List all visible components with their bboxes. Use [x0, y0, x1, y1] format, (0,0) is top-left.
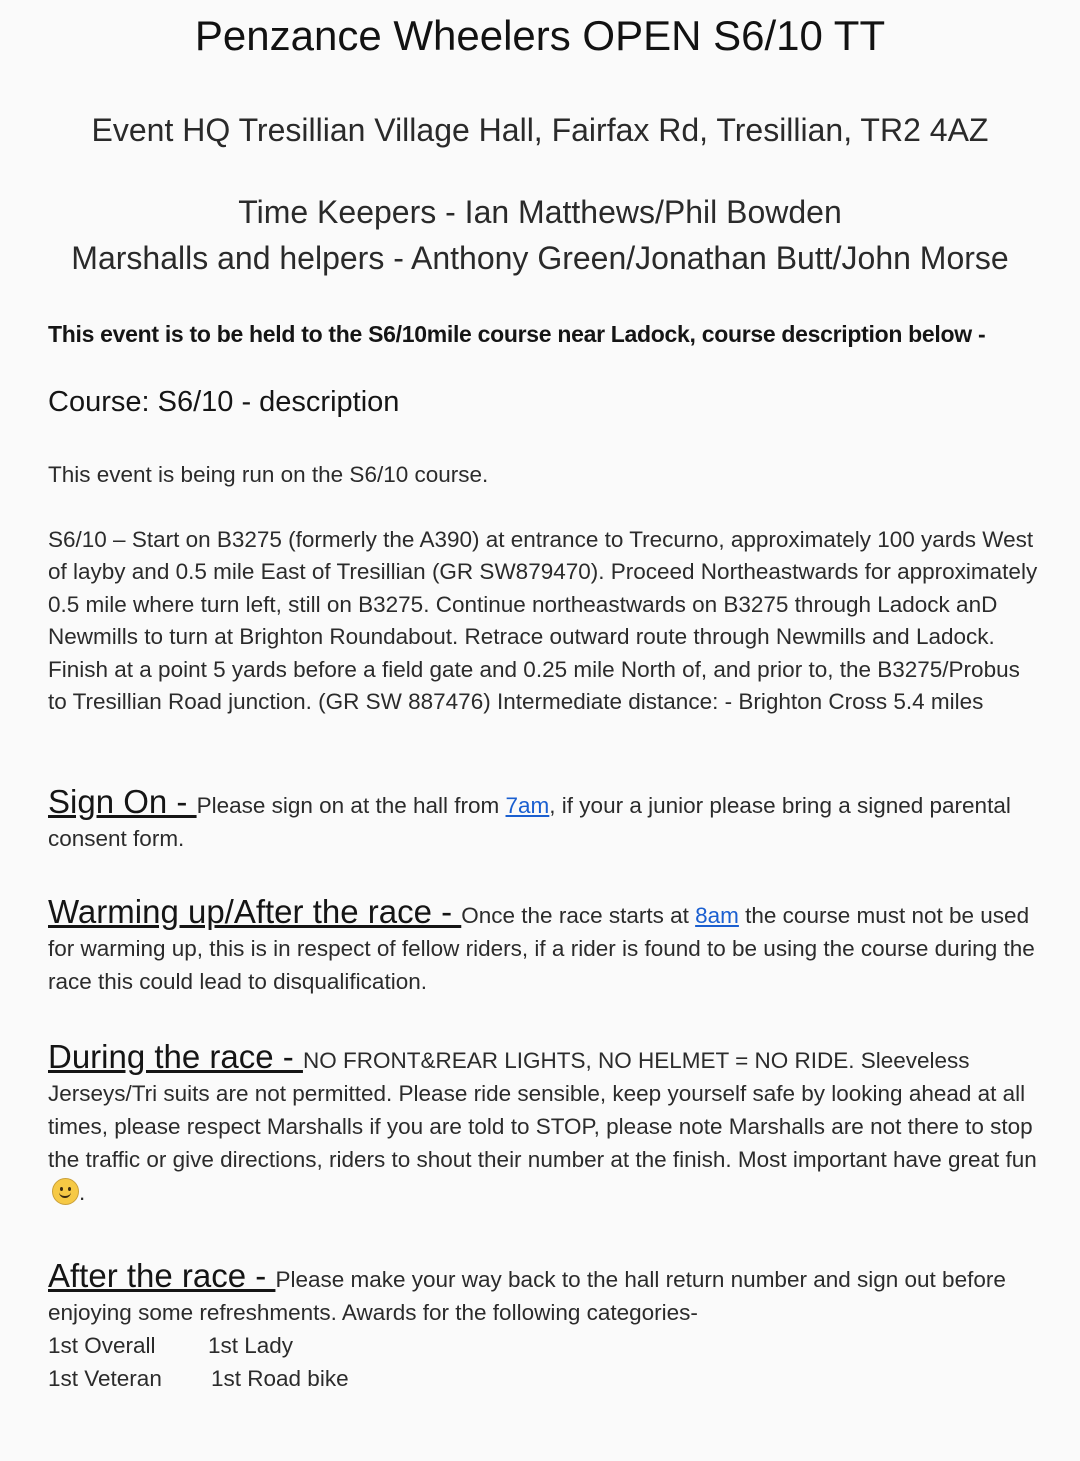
award-category: 1st Lady	[208, 1332, 294, 1358]
after-race-heading: After the race -	[48, 1256, 276, 1294]
course-heading: Course: S6/10 - description	[48, 386, 400, 418]
award-category: 1st Road bike	[211, 1365, 349, 1391]
race-start-time-link[interactable]: 8am	[695, 902, 739, 928]
sign-on-section	[48, 782, 1038, 855]
warming-up-text-before: Once the race starts at	[461, 902, 696, 928]
staff-block	[48, 189, 1032, 281]
sign-on-time-link[interactable]: 7am	[505, 792, 550, 818]
warming-up-heading: Warming up/After the race -	[48, 892, 462, 930]
course-description: S6/10 – Start on B3275 (formerly the A390) at entrance to Trecurno, approximately 100 yards West of layby and 0.5 mile East of Tresillian (GR SW879470). Proceed Northeastwards for approximately 0.5 mile where turn left, still on B3275. Continue northeastwards on B3275 through Ladock anD Newmills to turn at Brighton Roundabout. Retrace outward route through Newmills and Ladock. Finish at a point 5 yards before a field gate and 0.25 mile North of, and prior to, the B3275/Probus to Tresillian Road junction. (GR SW 887476) Intermediate distance: - Brighton Cross 5.4 miles	[48, 526, 1038, 714]
during-race-section	[48, 1037, 1038, 1209]
document-page	[48, 0, 1038, 1395]
marshalls-helpers: Marshalls and helpers - Anthony Green/Jonathan Butt/John Morse	[71, 240, 1009, 276]
time-keepers: Time Keepers - Ian Matthews/Phil Bowden	[238, 194, 842, 230]
during-race-end: .	[79, 1179, 86, 1205]
sign-on-heading: Sign On -	[48, 782, 197, 820]
awards-list	[48, 1329, 1038, 1395]
course-intro: This event is to be held to the S6/10mile course near Ladock, course description below -	[48, 321, 986, 347]
course-para-1: This event is being run on the S6/10 course.	[48, 462, 489, 487]
award-category: 1st Overall	[48, 1332, 156, 1358]
sign-on-text-before: Please sign on at the hall from	[196, 792, 506, 818]
event-hq: Event HQ Tresillian Village Hall, Fairfax Rd, Tresillian, TR2 4AZ	[91, 112, 989, 148]
award-category: 1st Veteran	[48, 1365, 162, 1391]
during-race-text: NO FRONT&REAR LIGHTS, NO HELMET = NO RIDE. Sleeveless Jerseys/Tri suits are not permitted. Please ride sensible, keep yourself safe by looking ahead at all times, please respect Marshalls if you are told to STOP, please note Marshalls are not there to stop the traffic or give directions, riders to shout their number at the finish. Most important have great fun	[48, 1047, 1037, 1172]
award-row	[48, 1329, 1038, 1362]
page-title: Penzance Wheelers OPEN S6/10 TT	[194, 12, 886, 59]
smiling-face-icon	[52, 1178, 79, 1205]
after-race-section	[48, 1256, 1038, 1329]
warming-up-text-after: the course must not be used for warming up, this is in respect of fellow riders, if a rider is found to be using the course during the race this could lead to disqualification.	[48, 902, 1035, 994]
sign-on-text-after: , if your a junior please bring a signed parental consent form.	[48, 792, 1011, 851]
after-race-text: Please make your way back to the hall return number and sign out before enjoying some refreshments. Awards for the following categories-	[48, 1266, 1006, 1325]
during-race-heading: During the race -	[48, 1037, 303, 1075]
award-row	[48, 1362, 1038, 1395]
warming-up-section	[48, 892, 1038, 998]
